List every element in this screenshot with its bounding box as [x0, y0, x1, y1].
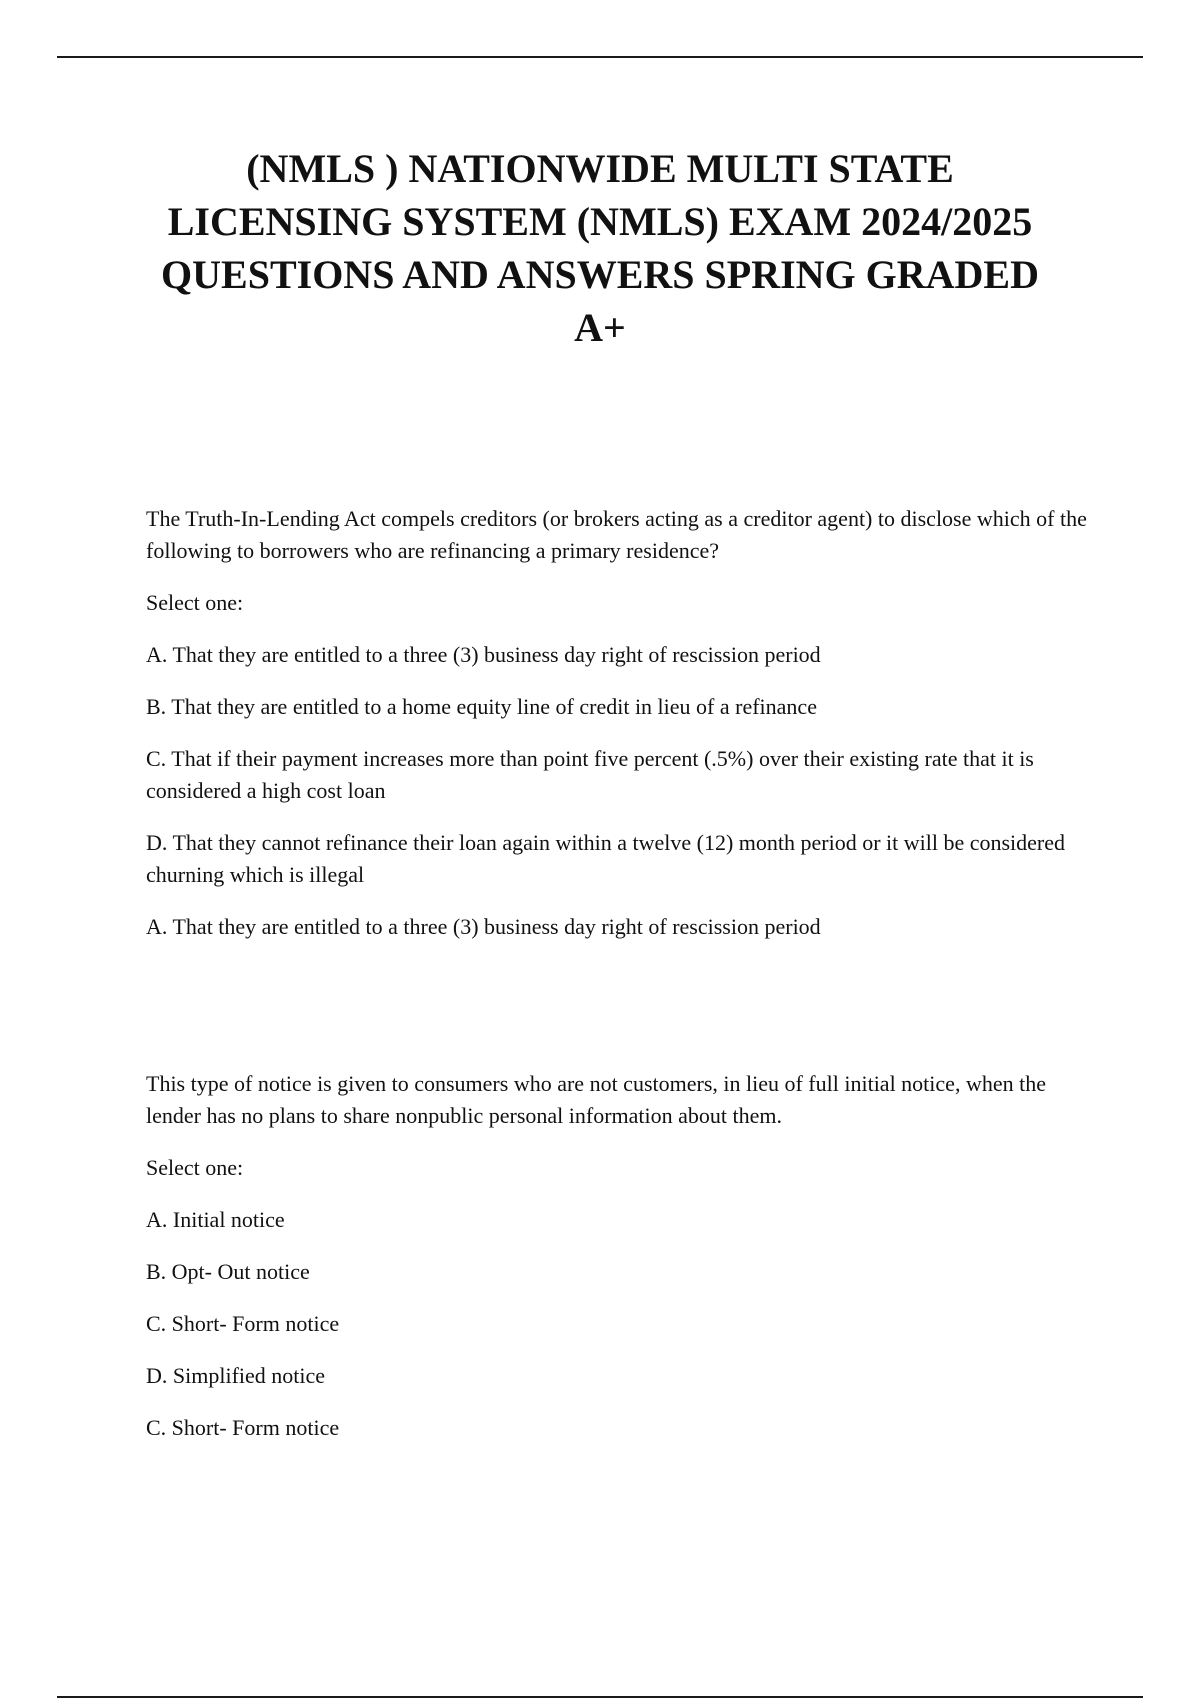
answer-text: A. That they are entitled to a three (3) business day right of rescission period — [146, 914, 821, 939]
option-b: B. That they are entitled to a home equity line of credit in lieu of a refinance — [146, 694, 817, 719]
question-stem: The Truth-In-Lending Act compels creditors (or brokers acting as a creditor agent) to disclose which of the following to borrowers who are refinancing a primary residence? — [146, 506, 1087, 563]
title-line: LICENSING SYSTEM (NMLS) EXAM 2024/2025 — [167, 199, 1033, 244]
option-c: C. That if their payment increases more than point five percent (.5%) over their existing rate that it is considered a high cost loan — [146, 746, 1034, 803]
title-line: (NMLS ) NATIONWIDE MULTI STATE — [246, 146, 954, 191]
bottom-rule — [57, 1696, 1143, 1698]
document-title — [120, 142, 1080, 354]
question-2 — [146, 1068, 1096, 1444]
option-a: A. That they are entitled to a three (3) business day right of rescission period — [146, 642, 821, 667]
question-1 — [146, 503, 1096, 943]
select-one-label: Select one: — [146, 1155, 244, 1180]
question-stem: This type of notice is given to consumers who are not customers, in lieu of full initial notice, when the lender has no plans to share nonpublic personal information about them. — [146, 1071, 1046, 1128]
option-b: B. Opt- Out notice — [146, 1259, 310, 1284]
answer-text: C. Short- Form notice — [146, 1415, 340, 1440]
option-c: C. Short- Form notice — [146, 1311, 340, 1336]
title-line: A+ — [574, 305, 626, 350]
title-line: QUESTIONS AND ANSWERS SPRING GRADED — [161, 252, 1039, 297]
option-d: D. That they cannot refinance their loan again within a twelve (12) month period or it will be considered churning which is illegal — [146, 830, 1066, 887]
select-one-label: Select one: — [146, 590, 244, 615]
option-d: D. Simplified notice — [146, 1363, 326, 1388]
top-rule — [57, 56, 1143, 58]
option-a: A. Initial notice — [146, 1207, 285, 1232]
